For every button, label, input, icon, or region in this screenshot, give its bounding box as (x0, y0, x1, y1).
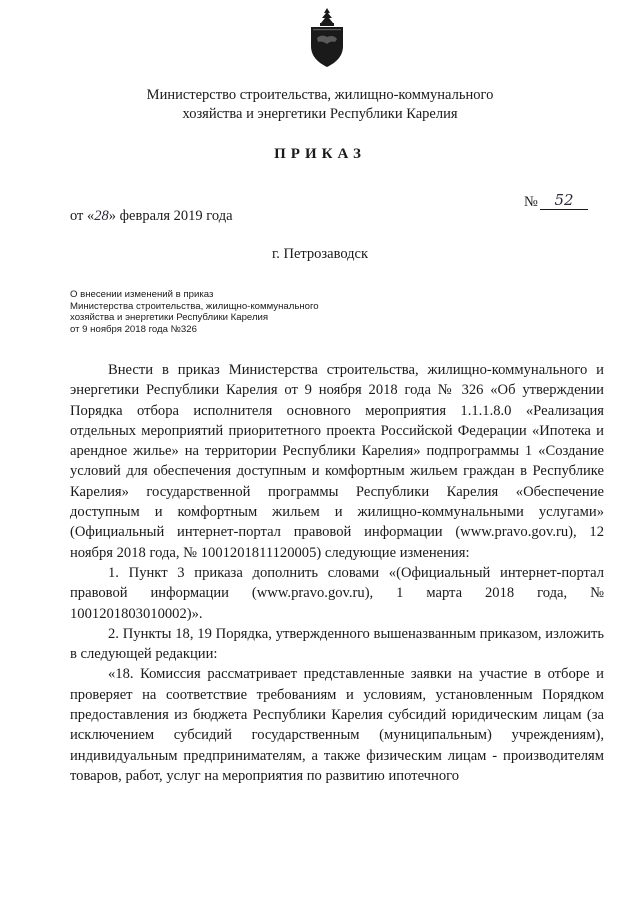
body-paragraph-2: 1. Пункт 3 приказа дополнить словами «(Официальный интернет-портал правовой информации (www.pravo.gov.ru), 1 марта 2018 года, № 1001201803010002)». (70, 564, 604, 622)
ministry-name (100, 86, 540, 124)
date-suffix: » февраля 2019 года (108, 208, 233, 224)
ministry-name-line2: хозяйства и энергетики Республики Карелия (182, 106, 458, 122)
order-date (70, 208, 233, 225)
karelia-coat-of-arms-icon (308, 8, 346, 68)
subject-line1: О внесении изменений в приказ (70, 289, 214, 300)
body-paragraph-3: 2. Пункты 18, 19 Порядка, утвержденного вышеназванным приказом, изложить в следующей редакции: (70, 625, 604, 663)
subject-line3: хозяйства и энергетики Республики Карелия (70, 312, 269, 324)
document-type: ПРИКАЗ (274, 146, 366, 162)
date-prefix: от « (70, 208, 95, 224)
order-subject (70, 289, 370, 336)
body-paragraph-1: Внести в приказ Министерства строительства, жилищно-коммунального и энергетики Республики Карелия от 9 ноября 2018 года № 326 «Об утверждении Порядка отбора исполнителя основного мероприятия 1.1.1.8.0 «Реализация отдельных мероприятий приоритетного проекта Российской Федерации «Ипотека и арендное жилье» на территории Республики Карелия» подпрограммы 1 «Создание условий для обеспечения доступным и комфортным жильем граждан в Республике Карелия» государственной программы Республики Карелия «Обеспечение доступным и комфортным жильем и жилищно-коммунальными услугами» (Официальный интернет-портал правовой информации (www.pravo.gov.ru), 12 ноября 2018 года, № 1001201811120005) следующие изменения: (70, 362, 604, 561)
subject-line4: от 9 ноября 2018 года №326 (70, 324, 197, 336)
order-number-handwritten: 52 (540, 191, 588, 210)
city: г. Петрозаводск (271, 246, 369, 262)
order-number-label: № (524, 194, 538, 210)
order-body (70, 360, 604, 786)
ministry-name-line1: Министерство строительства, жилищно-коммунального (146, 87, 494, 103)
date-day-handwritten: 28 (94, 208, 109, 224)
body-paragraph-4: «18. Комиссия рассматривает представленные заявки на участие в отборе и проверяет на соответствие требованиям и условиям, установленным Порядком предоставления из бюджета Республики Карелия субсидий юридическим лицам (за исключением субсидий государственным (муниципальным) учреждениям), индивидуальным предпринимателям, а также физическим лицам - производителям товаров, работ, услуг на мероприятия по развитию ипотечного (70, 666, 604, 784)
subject-line2: Министерства строительства, жилищно-коммунального (70, 300, 319, 312)
